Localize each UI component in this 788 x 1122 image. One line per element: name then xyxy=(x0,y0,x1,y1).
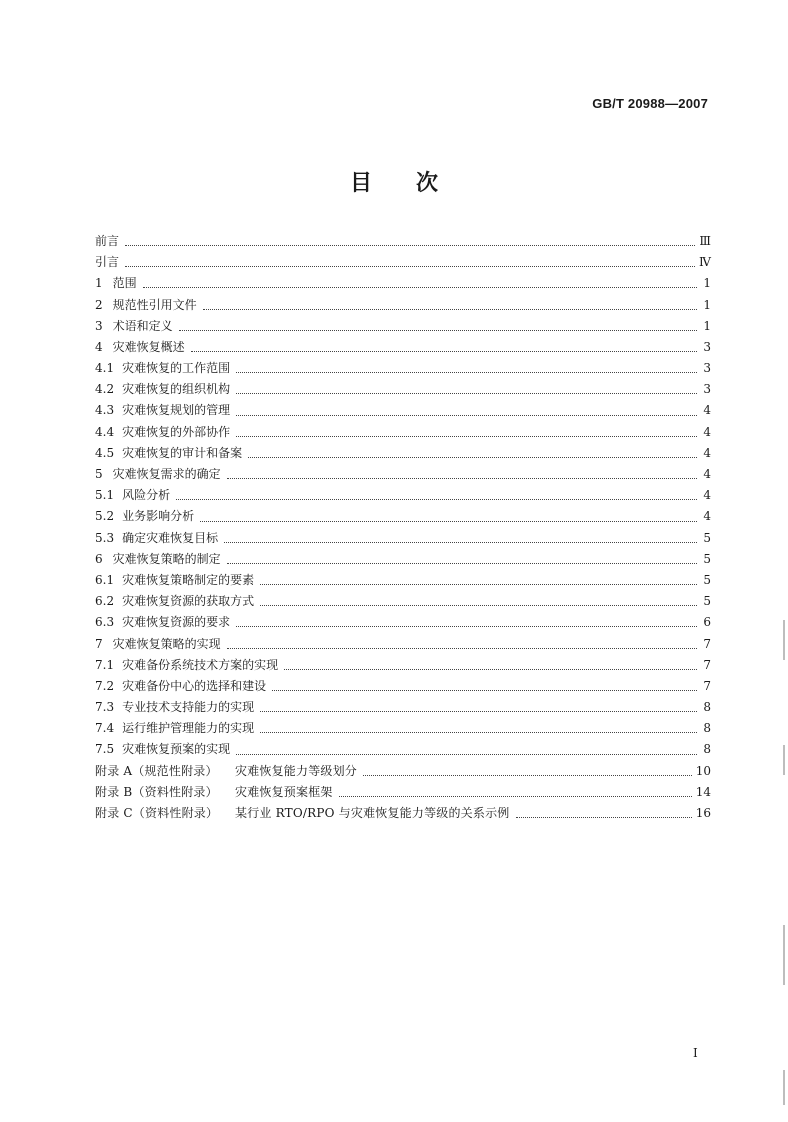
toc-number: 5.3 xyxy=(95,530,115,545)
toc-entry[interactable] xyxy=(95,273,711,294)
toc-page: 5 xyxy=(703,572,711,587)
standard-code: GB/T 20988—2007 xyxy=(592,96,708,111)
toc-entry[interactable] xyxy=(95,231,711,252)
toc-number: 4.5 xyxy=(95,445,115,460)
toc-leader xyxy=(125,231,695,246)
toc-page: 8 xyxy=(703,742,711,757)
page-number: I xyxy=(693,1046,698,1060)
toc-number: 7 xyxy=(95,636,103,651)
toc-leader xyxy=(200,507,697,522)
toc-title: 灾难恢复的审计和备案 xyxy=(122,445,243,460)
toc-entry[interactable] xyxy=(95,316,711,337)
toc-title: 灾难恢复的组织机构 xyxy=(122,382,231,397)
toc-entry[interactable] xyxy=(95,401,711,422)
toc-leader xyxy=(260,570,697,585)
toc-number: 4.1 xyxy=(95,361,115,376)
toc-leader xyxy=(191,337,697,352)
toc-page: 4 xyxy=(703,445,711,460)
toc-title: 引言 xyxy=(95,255,120,270)
toc-title: 风险分析 xyxy=(122,488,171,503)
toc-entry[interactable] xyxy=(95,506,711,527)
toc-page: 10 xyxy=(695,763,711,778)
toc-page: 3 xyxy=(703,339,711,354)
toc-page: 6 xyxy=(703,615,711,630)
toc-page: 4 xyxy=(703,509,711,524)
toc-page: 1 xyxy=(703,297,711,312)
toc-entry[interactable] xyxy=(95,528,711,549)
toc-leader xyxy=(339,782,692,797)
toc-page: 8 xyxy=(703,700,711,715)
toc-appendix-tag: 附录 A（规范性附录） xyxy=(95,763,218,778)
toc-title: 确定灾难恢复目标 xyxy=(122,530,219,545)
toc-leader xyxy=(284,655,697,670)
toc-number: 4.4 xyxy=(95,424,115,439)
toc-leader xyxy=(236,612,697,627)
toc-title: 灾难备份中心的选择和建设 xyxy=(122,678,267,693)
toc-page: 5 xyxy=(703,594,711,609)
toc-page: Ⅲ xyxy=(699,233,711,248)
toc-leader xyxy=(179,316,697,331)
toc-leader xyxy=(227,549,697,564)
scan-edge-mark xyxy=(783,620,785,660)
toc-title: 灾难恢复策略的制定 xyxy=(112,551,221,566)
toc-page: 7 xyxy=(703,636,711,651)
toc-leader xyxy=(272,676,697,691)
toc-leader xyxy=(363,761,692,776)
toc-page: 8 xyxy=(703,721,711,736)
toc-entry[interactable] xyxy=(95,295,711,316)
table-of-contents xyxy=(95,231,711,824)
toc-title: 业务影响分析 xyxy=(122,509,195,524)
toc-entry[interactable] xyxy=(95,485,711,506)
toc-leader xyxy=(260,591,697,606)
toc-number: 7.3 xyxy=(95,700,115,715)
toc-page: 4 xyxy=(703,403,711,418)
toc-number: 5.1 xyxy=(95,488,115,503)
toc-entry[interactable] xyxy=(95,740,711,761)
toc-leader xyxy=(260,697,697,712)
toc-title: 灾难恢复概述 xyxy=(112,339,185,354)
toc-page: 7 xyxy=(703,657,711,672)
toc-title: 灾难恢复预案的实现 xyxy=(122,742,231,757)
toc-number: 3 xyxy=(95,318,103,333)
toc-leader xyxy=(143,273,697,288)
toc-title: 运行维护管理能力的实现 xyxy=(122,721,255,736)
toc-page: 5 xyxy=(703,551,711,566)
toc-page: 3 xyxy=(703,382,711,397)
toc-page: 1 xyxy=(703,276,711,291)
toc-number: 2 xyxy=(95,297,103,312)
toc-leader xyxy=(125,252,695,267)
toc-page: 4 xyxy=(703,488,711,503)
page-title-char-1: 目 xyxy=(349,171,372,196)
page-title xyxy=(0,166,788,197)
toc-number: 6.3 xyxy=(95,615,115,630)
toc-leader xyxy=(236,422,697,437)
scan-edge-mark xyxy=(783,925,785,985)
toc-entry-appendix[interactable] xyxy=(95,782,711,803)
toc-number: 7.1 xyxy=(95,657,115,672)
toc-entry[interactable] xyxy=(95,337,711,358)
toc-page: 1 xyxy=(703,318,711,333)
toc-title: 灾难恢复规划的管理 xyxy=(122,403,231,418)
toc-entry[interactable] xyxy=(95,718,711,739)
toc-title: 灾难备份系统技术方案的实现 xyxy=(122,657,279,672)
toc-title: 灾难恢复的外部协作 xyxy=(122,424,231,439)
toc-page: 4 xyxy=(703,424,711,439)
toc-number: 5 xyxy=(95,467,103,482)
toc-title: 专业技术支持能力的实现 xyxy=(122,700,255,715)
toc-title: 灾难恢复资源的要求 xyxy=(122,615,231,630)
toc-title: 前言 xyxy=(95,233,120,248)
toc-leader xyxy=(224,528,697,543)
toc-title: 灾难恢复的工作范围 xyxy=(122,361,231,376)
toc-title: 灾难恢复策略的实现 xyxy=(112,636,221,651)
toc-entry-appendix[interactable] xyxy=(95,761,711,782)
toc-entry[interactable] xyxy=(95,252,711,273)
toc-entry[interactable] xyxy=(95,676,711,697)
toc-page: 4 xyxy=(703,467,711,482)
toc-title: 灾难恢复预案框架 xyxy=(235,784,333,799)
toc-number: 4 xyxy=(95,339,103,354)
toc-entry[interactable] xyxy=(95,379,711,400)
toc-appendix-tag: 附录 B（资料性附录） xyxy=(95,784,218,799)
toc-number: 6.2 xyxy=(95,594,115,609)
toc-leader xyxy=(227,634,697,649)
toc-entry[interactable] xyxy=(95,634,711,655)
toc-number: 4.3 xyxy=(95,403,115,418)
toc-entry[interactable] xyxy=(95,422,711,443)
toc-number: 6 xyxy=(95,551,103,566)
toc-number: 6.1 xyxy=(95,572,115,587)
toc-entry[interactable] xyxy=(95,443,711,464)
toc-entry[interactable] xyxy=(95,358,711,379)
toc-leader xyxy=(516,803,692,818)
toc-appendix-tag: 附录 C（资料性附录） xyxy=(95,806,219,821)
toc-leader xyxy=(236,379,697,394)
toc-entry[interactable] xyxy=(95,612,711,633)
toc-title: 灾难恢复能力等级划分 xyxy=(235,763,358,778)
toc-title: 某行业 RTO/RPO 与灾难恢复能力等级的关系示例 xyxy=(235,806,510,821)
toc-number: 7.2 xyxy=(95,678,115,693)
toc-page: 3 xyxy=(703,361,711,376)
toc-leader xyxy=(248,443,697,458)
toc-leader xyxy=(227,464,697,479)
toc-entry[interactable] xyxy=(95,655,711,676)
toc-leader xyxy=(236,401,697,416)
toc-title: 术语和定义 xyxy=(112,318,173,333)
toc-entry[interactable] xyxy=(95,591,711,612)
toc-page: 7 xyxy=(703,678,711,693)
toc-title: 范围 xyxy=(112,276,137,291)
toc-leader xyxy=(203,295,697,310)
toc-number: 4.2 xyxy=(95,382,115,397)
toc-number: 5.2 xyxy=(95,509,115,524)
toc-leader xyxy=(236,358,697,373)
toc-entry[interactable] xyxy=(95,549,711,570)
toc-leader xyxy=(236,740,697,755)
scan-edge-mark xyxy=(783,745,785,775)
toc-leader xyxy=(176,485,697,500)
toc-entry[interactable] xyxy=(95,570,711,591)
toc-page: 14 xyxy=(695,784,711,799)
toc-entry-appendix[interactable] xyxy=(95,803,711,824)
toc-entry[interactable] xyxy=(95,464,711,485)
toc-number: 7.4 xyxy=(95,721,115,736)
toc-entry[interactable] xyxy=(95,697,711,718)
toc-page: 5 xyxy=(703,530,711,545)
toc-page: 16 xyxy=(695,806,711,821)
toc-title: 灾难恢复策略制定的要素 xyxy=(122,572,255,587)
page-title-char-2: 次 xyxy=(416,171,439,196)
toc-leader xyxy=(260,718,697,733)
toc-number: 1 xyxy=(95,276,103,291)
toc-title: 规范性引用文件 xyxy=(112,297,197,312)
toc-title: 灾难恢复资源的获取方式 xyxy=(122,594,255,609)
toc-title: 灾难恢复需求的确定 xyxy=(112,467,221,482)
toc-page: Ⅳ xyxy=(699,255,711,270)
toc-number: 7.5 xyxy=(95,742,115,757)
scan-edge-mark xyxy=(783,1070,785,1105)
